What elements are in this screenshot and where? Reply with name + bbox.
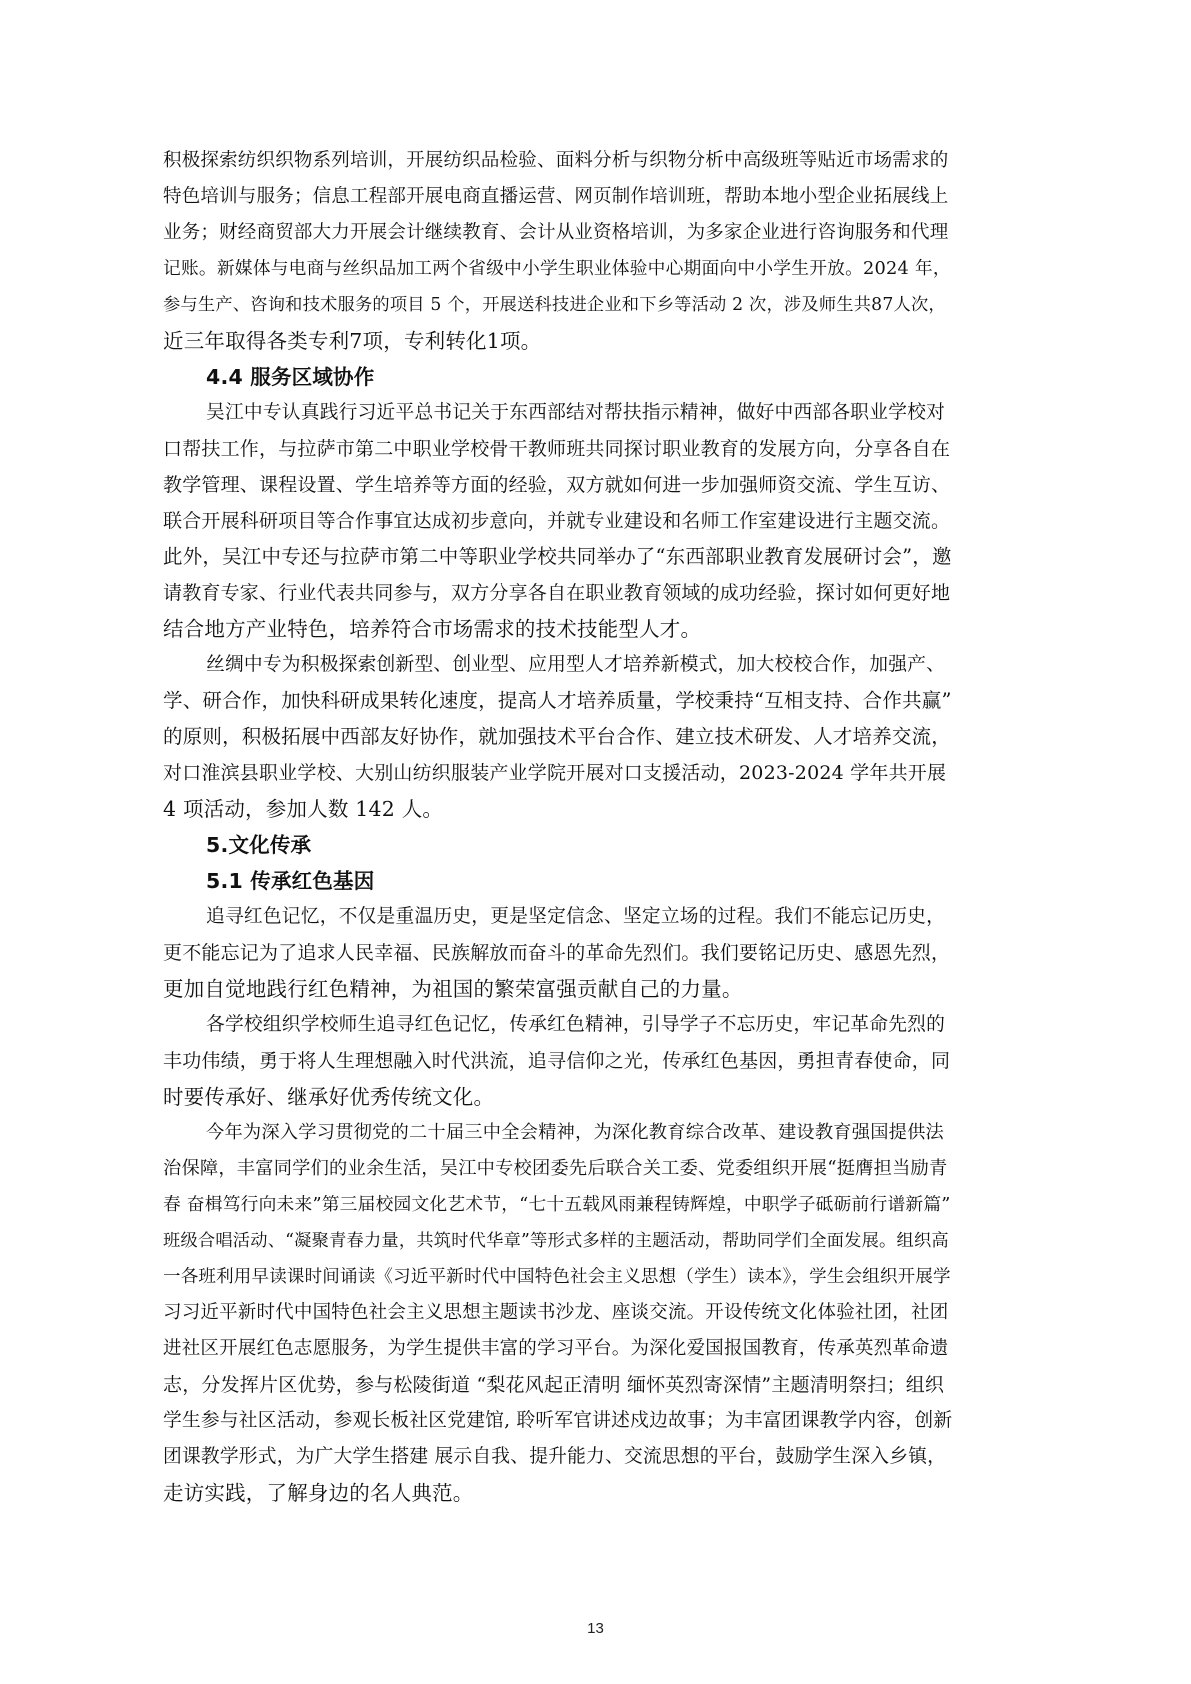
- text-line: 业务；财经商贸部大力开展会计继续教育、会计从业资格培训，为多家企业进行咨询服务和代理: [163, 222, 949, 243]
- text-line: 丝绸中专为积极探索创新型、创业型、应用型人才培养新模式，加大校校合作，加强产、: [206, 654, 946, 675]
- text-line: 追寻红色记忆，不仅是重温历史，更是坚定信念、坚定立场的过程。我们不能忘记历史，: [206, 906, 946, 927]
- section-heading-4-4: 4.4 服务区域协作: [206, 365, 375, 389]
- text-line: 的原则，积极拓展中西部友好协作，就加强技术平台合作、建立技术研发、人才培养交流，: [163, 725, 952, 748]
- text-line: 志，分发挥片区优势，参与松陵街道 “梨花风起正清明 缅怀英烈寄深情”主题清明祭扫；组织: [163, 1374, 945, 1396]
- text-line: 近三年取得各类专利7项，专利转化1项。: [163, 329, 542, 353]
- text-line: 联合开展科研项目等合作事宜达成初步意向，并就专业建设和名师工作室建设进行主题交流。: [163, 510, 951, 532]
- text-line: 结合地方产业特色，培养符合市场需求的技术技能型人才。: [163, 617, 702, 641]
- text-line: 更加自觉地践行红色精神，为祖国的繁荣富强贡献自己的力量。: [163, 977, 743, 1001]
- text-line: 请教育专家、行业代表共同参与，双方分享各自在职业教育领域的成功经验，探讨如何更好地: [163, 582, 951, 604]
- text-line: 更不能忘记为了追求人民幸福、民族解放而奋斗的革命先烈们。我们要铭记历史、感恩先烈，: [163, 942, 951, 964]
- text-line: 春 奋楫笃行向未来”第三届校园文化艺术节，“七十五载风雨兼程铸辉煌，中职学子砥砺前行谱新篇”: [163, 1195, 951, 1215]
- text-line: 进社区开展红色志愿服务，为学生提供丰富的学习平台。为深化爱国报国教育，传承英烈革命遗: [163, 1338, 949, 1359]
- text-line: 今年为深入学习贯彻党的二十届三中全会精神，为深化教育综合改革、建设教育强国提供法: [206, 1122, 944, 1143]
- text-line: 习习近平新时代中国特色社会主义思想主题读书沙龙、座谈交流。开设传统文化体验社团，社团: [163, 1302, 949, 1323]
- text-line: 4 项活动，参加人数 142 人。: [163, 797, 444, 821]
- section-heading-5: 5.文化传承: [206, 833, 312, 857]
- text-line: 丰功伟绩，勇于将人生理想融入时代洪流，追寻信仰之光，传承红色基因，勇担青春使命，同: [163, 1050, 951, 1072]
- page-number: 13: [587, 1620, 604, 1637]
- text-line: 记账。新媒体与电商与丝织品加工两个省级中小学生职业体验中心期面向中小学生开放。2024 年，: [163, 259, 951, 279]
- text-line: 吴江中专认真践行习近平总书记关于东西部结对帮扶指示精神，做好中西部各职业学校对: [206, 402, 946, 423]
- text-line: 时要传承好、继承好优秀传统文化。: [163, 1085, 495, 1109]
- text-line: 治保障，丰富同学们的业余生活，吴江中专校团委先后联合关工委、党委组织开展“挺膺担当励青: [163, 1158, 948, 1179]
- text-line: 学生参与社区活动，参观长板社区党建馆, 聆听军官讲述戍边故事；为丰富团课教学内容，创新: [163, 1410, 953, 1431]
- text-line: 此外，吴江中专还与拉萨市第二中等职业学校共同举办了“东西部职业教育发展研讨会”，邀: [163, 545, 952, 568]
- text-line: 教学管理、课程设置、学生培养等方面的经验，双方就如何进一步加强师资交流、学生互访、: [163, 474, 951, 496]
- text-line: 学、研合作，加快科研成果转化速度，提高人才培养质量，学校秉持“互相支持、合作共赢”: [163, 689, 952, 712]
- text-line: 特色培训与服务；信息工程部开展电商直播运营、网页制作培训班，帮助本地小型企业拓展线上: [163, 186, 949, 207]
- text-line: 参与生产、咨询和技术服务的项目 5 个，开展送科技进企业和下乡等活动 2 次，涉及师生共87人次，: [163, 295, 946, 315]
- text-line: 各学校组织学校师生追寻红色记忆，传承红色精神，引导学子不忘历史，牢记革命先烈的: [206, 1014, 946, 1035]
- text-line: 走访实践，了解身边的名人典范。: [163, 1481, 474, 1505]
- text-line: 口帮扶工作，与拉萨市第二中职业学校骨干教师班共同探讨职业教育的发展方向，分享各自在: [163, 438, 951, 460]
- text-line: 班级合唱活动、“凝聚青春力量，共筑时代华章”等形式多样的主题活动，帮助同学们全面发展。组织高: [163, 1231, 949, 1251]
- text-line: 积极探索纺织织物系列培训，开展纺织品检验、面料分析与织物分析中高级班等贴近市场需求的: [163, 150, 949, 171]
- section-heading-5-1: 5.1 传承红色基因: [206, 869, 375, 893]
- text-line: 对口淮滨县职业学校、大别山纺织服装产业学院开展对口支援活动，2023-2024 学年共开展: [163, 762, 947, 784]
- text-line: 团课教学形式，为广大学生搭建 展示自我、提升能力、交流思想的平台，鼓励学生深入乡镇，: [163, 1446, 947, 1467]
- text-line: 一各班利用早读课时间诵读《习近平新时代中国特色社会主义思想（学生）读本》，学生会组织开展学: [163, 1267, 951, 1287]
